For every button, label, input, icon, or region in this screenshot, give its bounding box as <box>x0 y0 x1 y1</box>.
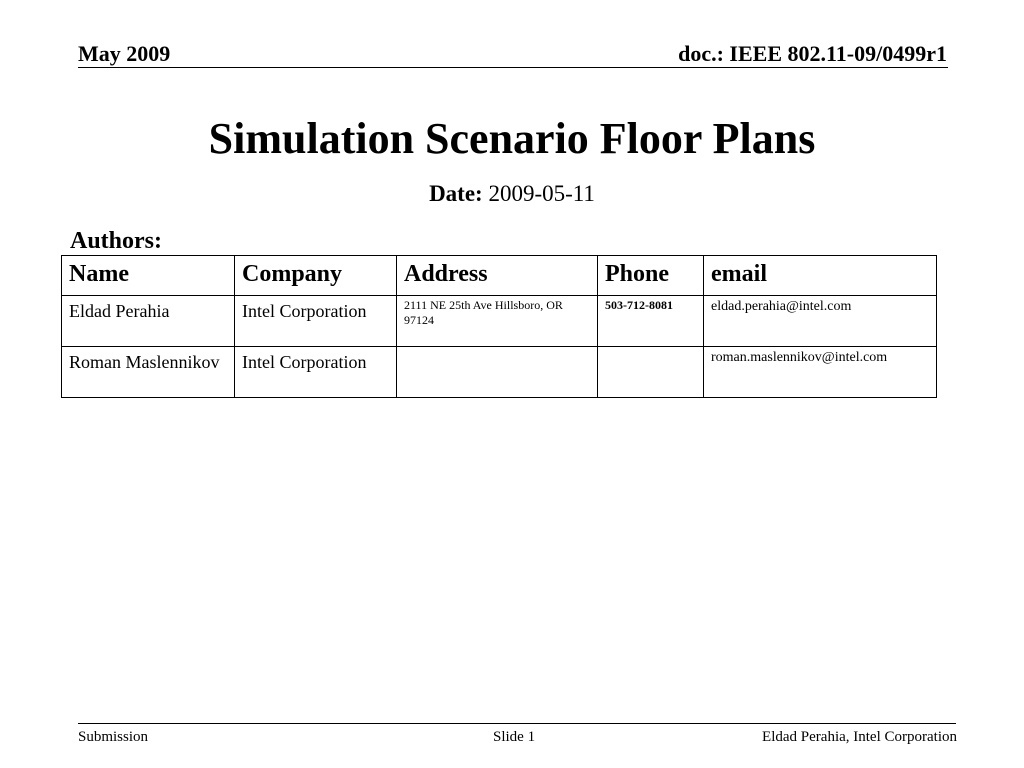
date-value: 2009-05-11 <box>488 181 595 206</box>
author-phone-cell: 503-712-8081 <box>598 296 704 347</box>
column-header-email: email <box>704 256 937 296</box>
date-line <box>0 179 1024 209</box>
header-date: May 2009 <box>78 41 171 66</box>
authors-table <box>61 255 937 398</box>
column-header-phone: Phone <box>598 256 704 296</box>
footer-slide-number: Slide 1 <box>493 729 536 745</box>
slide-title: Simulation Scenario Floor Plans <box>208 114 816 163</box>
author-address-cell: 2111 NE 25th Ave Hillsboro, OR 97124 <box>397 296 598 347</box>
column-header-name: Name <box>62 256 235 296</box>
author-company-cell: Intel Corporation <box>235 296 397 347</box>
header-divider <box>78 67 948 68</box>
author-phone-cell <box>598 347 704 398</box>
column-header-company: Company <box>235 256 397 296</box>
header-doc-id: doc.: IEEE 802.11-09/0499r1 <box>678 41 947 66</box>
column-header-address: Address <box>397 256 598 296</box>
author-name-cell: Eldad Perahia <box>62 296 235 347</box>
authors-label: Authors: <box>70 228 163 254</box>
author-name-cell: Roman Maslennikov <box>62 347 235 398</box>
table-header-row <box>62 256 937 296</box>
table-row <box>62 296 937 347</box>
author-company-cell: Intel Corporation <box>235 347 397 398</box>
footer-submission: Submission <box>78 729 149 745</box>
author-email-cell: eldad.perahia@intel.com <box>704 296 937 347</box>
author-email-cell: roman.maslennikov@intel.com <box>704 347 937 398</box>
footer-divider <box>78 723 956 724</box>
date-label: Date: <box>429 181 483 206</box>
author-address-cell <box>397 347 598 398</box>
footer-author: Eldad Perahia, Intel Corporation <box>762 729 957 745</box>
table-row <box>62 347 937 398</box>
